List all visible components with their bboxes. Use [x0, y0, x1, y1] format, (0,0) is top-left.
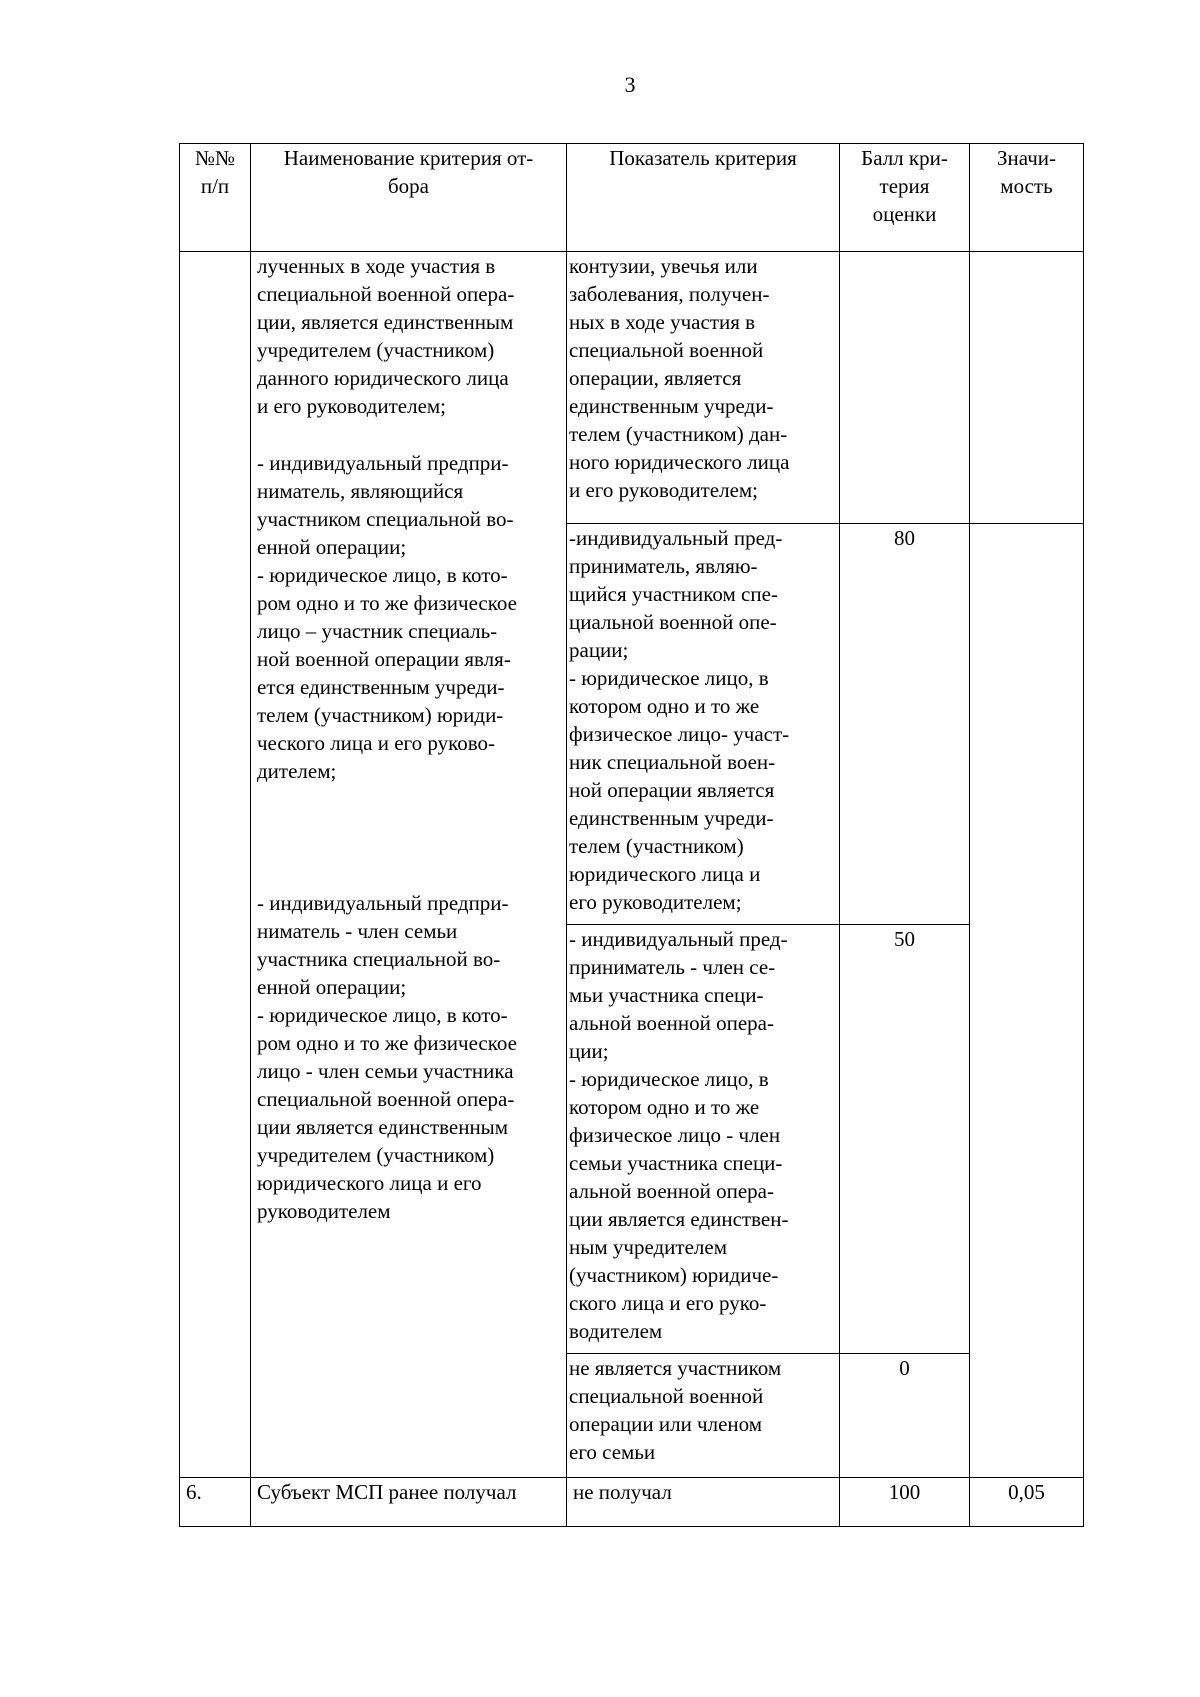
criterion-6-name: Субъект МСП ранее получал	[251, 1478, 567, 1527]
criterion-5-name-part3: - индивидуальный предпри- ниматель - член семьи участника специальной во- енной операции; - юридическое лицо, в кото- ром одно и то же физическое лицо - член семьи участника специальной военной опера- ции является единственным учредителем (участником) юридического лица и его руководителем	[257, 891, 517, 1223]
table-row	[180, 1478, 1084, 1527]
criterion-6-weight: 0,05	[970, 1478, 1084, 1527]
header-num: №№ п/п	[180, 144, 251, 252]
score-cell: 80	[840, 524, 970, 925]
score-cell	[840, 252, 970, 524]
header-name: Наименование критерия от- бора	[251, 144, 567, 252]
criterion-5-name-part1: лученных в ходе участия в специальной военной опера- ции, является единственным учредителем (участником) данного юридического лица и его руководителем;	[257, 254, 515, 418]
indicator-cell: -индивидуальный пред- приниматель, являю- щийся участником спе- циальной военной опе- рации; - юридическое лицо, в котором одно и то же физическое лицо- участ- ник специальной воен- ной операции является единственным учреди- телем (участником) юридического лица и его руководителем;	[567, 524, 840, 925]
criterion-6-score: 100	[840, 1478, 970, 1527]
criteria-table	[179, 143, 1084, 1527]
criterion-6-num: 6.	[180, 1478, 251, 1527]
criterion-5-name-part2: - индивидуальный предпри- ниматель, являющийся участником специальной во- енной операции; - юридическое лицо, в кото- ром одно и то же физическое лицо – участник специаль- ной военной операции явля- ется единственным учреди- телем (участником) юриди- ческого лица и его руково- дителем;	[257, 451, 517, 783]
criterion-6-indicator: не получал	[567, 1478, 840, 1527]
header-score: Балл кри- терия оценки	[840, 144, 970, 252]
table-header-row	[180, 144, 1084, 252]
page-number: 3	[624, 72, 636, 97]
table-row	[180, 252, 1084, 524]
header-indicator: Показатель критерия	[567, 144, 840, 252]
indicator-cell: - индивидуальный пред- приниматель - член се- мьи участника специ- альной военной опера- ции; - юридическое лицо, в котором одно и то же физическое лицо - член семьи участника специ- альной военной опера- ции является единствен- ным учредителем (участником) юридиче- ского лица и его руко- водителем	[567, 925, 840, 1354]
score-cell: 0	[840, 1354, 970, 1478]
weight-cell	[970, 524, 1084, 1478]
weight-cell	[970, 252, 1084, 524]
header-weight: Значи- мость	[970, 144, 1084, 252]
criterion-5-name-cell	[251, 252, 567, 1478]
indicator-cell: контузии, увечья или заболевания, получен- ных в ходе участия в специальной военной операции, является единственным учреди- телем (участником) дан- ного юридического лица и его руководителем;	[567, 252, 840, 524]
score-cell: 50	[840, 925, 970, 1354]
indicator-cell: не является участником специальной военной операции или членом его семьи	[567, 1354, 840, 1478]
criterion-5-num-cell	[180, 252, 251, 1478]
